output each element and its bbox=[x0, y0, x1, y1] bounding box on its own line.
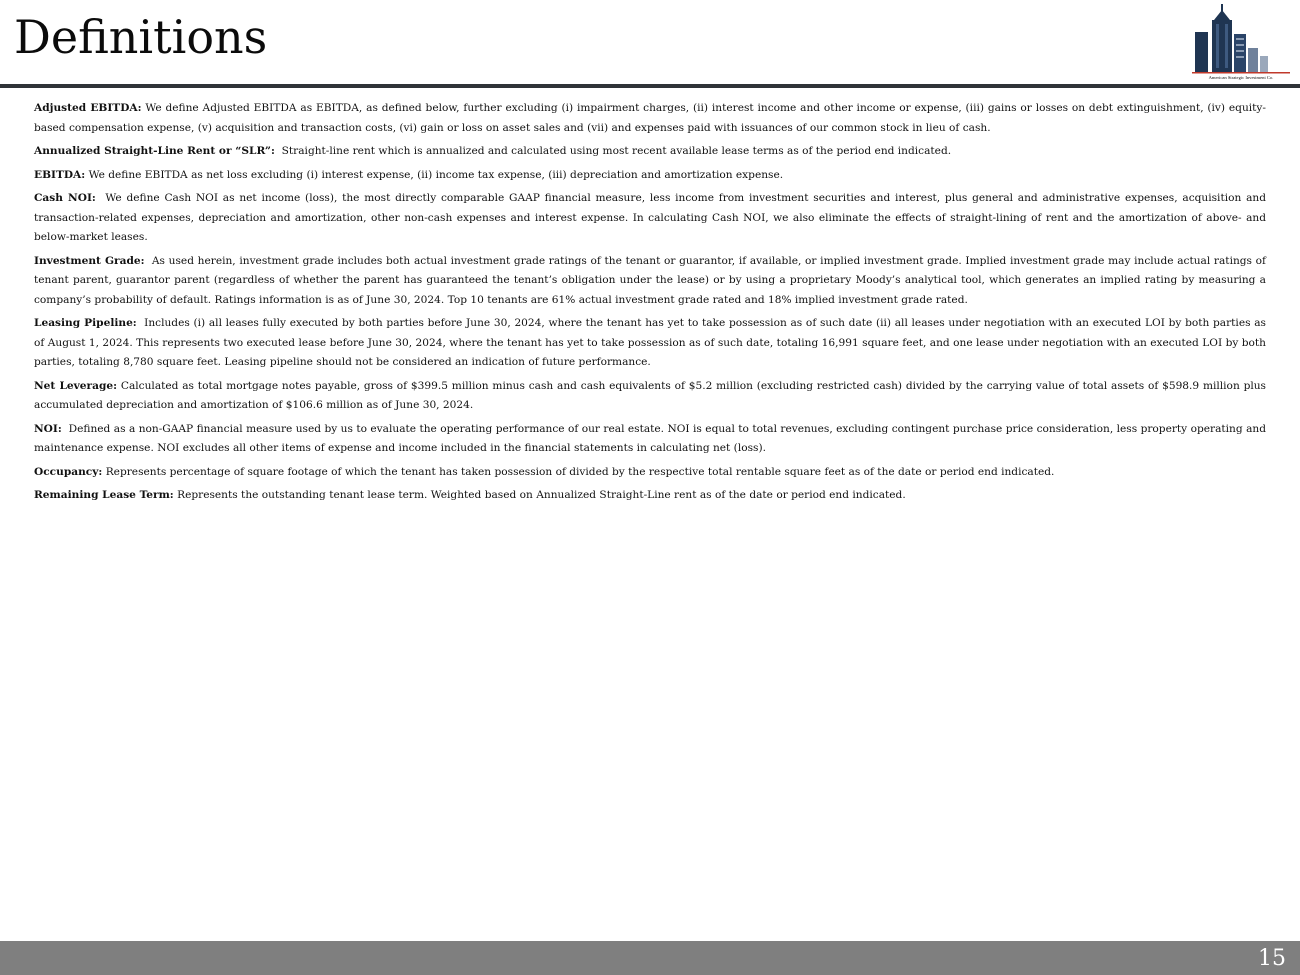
definition-text: Defined as a non-GAAP financial measure used by us to evaluate the operating performance of our real estate. NOI is equal to total revenues, excluding contingent purchase price consideration, less property operating and maintenance expense. NOI excludes all other items of expense and income included in the financial statements in calculating net (loss). bbox=[34, 422, 1266, 454]
definition-text: As used herein, investment grade includes both actual investment grade ratings of the tenant or guarantor, if available, or implied investment grade. Implied investment grade may include actual ratings of tenant parent, guarantor parent (regardless of whether the parent has guaranteed the tenant’s obligation under the lease) or by using a proprietary Moody’s analytical tool, which generates an implied rating by measuring a company’s probability of default. Ratings information is as of June 30, 2024. Top 10 tenants are 61% actual investment grade rated and 18% implied investment grade rated. bbox=[34, 254, 1266, 306]
logo-caption: American Strategic Investment Co. bbox=[1208, 75, 1274, 80]
page-title: Definitions bbox=[14, 10, 268, 64]
definition-item bbox=[34, 463, 1266, 483]
definition-text: Represents percentage of square footage of which the tenant has taken possession of divided by the respective total rentable square feet as of the date or period end indicated. bbox=[105, 465, 1055, 478]
definitions-list bbox=[34, 99, 1266, 510]
definition-text: Calculated as total mortgage notes payable, gross of $399.5 million minus cash and cash equivalents of $5.2 million (excluding restricted cash) divided by the carrying value of total assets of $598.9 million plus accumulated depreciation and amortization of $106.6 million as of June 30, 2024. bbox=[34, 379, 1266, 411]
page-number: 15 bbox=[1258, 946, 1286, 971]
definition-item bbox=[34, 142, 1266, 162]
definition-text: We define Adjusted EBITDA as EBITDA, as defined below, further excluding (i) impairment charges, (ii) interest income and other income or expense, (iii) gains or losses on debt extinguishment, (iv) equity-based compensation expense, (v) acquisition and transaction costs, (vi) gain or loss on asset sales and (vii) and expenses paid with issuances of our common stock in lieu of cash. bbox=[34, 102, 1266, 134]
definition-text: Straight-line rent which is annualized and calculated using most recent available lease terms as of the period end indicated. bbox=[281, 145, 952, 157]
company-logo bbox=[1192, 4, 1290, 82]
definition-term: Annualized Straight-Line Rent or “SLR”: bbox=[34, 145, 275, 157]
definition-term: NOI: bbox=[34, 422, 62, 435]
definition-item bbox=[34, 99, 1266, 138]
definition-item bbox=[34, 189, 1266, 248]
definition-item bbox=[34, 252, 1266, 311]
definition-term: Investment Grade: bbox=[34, 254, 145, 267]
definition-term: Remaining Lease Term: bbox=[34, 489, 174, 501]
definition-term: Cash NOI: bbox=[34, 192, 96, 204]
definition-item bbox=[34, 420, 1266, 459]
definition-item bbox=[34, 486, 1266, 506]
definition-term: Adjusted EBITDA: bbox=[34, 102, 142, 114]
definition-item bbox=[34, 377, 1266, 416]
definition-term: Net Leverage: bbox=[34, 379, 118, 392]
definition-term: EBITDA: bbox=[34, 168, 86, 181]
definition-text: We define Cash NOI as net income (loss), the most directly comparable GAAP financial measure, less income from investment securities and interest, plus general and administrative expenses, acquisition and transaction-related expenses, depreciation and amortization, other non-cash expenses and interest expense. In calculating Cash NOI, we also eliminate the effects of straight-lining of rent and the amortization of above- and below-market leases. bbox=[34, 192, 1266, 243]
header-divider bbox=[0, 84, 1300, 88]
definition-text: We define EBITDA as net loss excluding (i) interest expense, (ii) income tax expense, (iii) depreciation and amortization expense. bbox=[88, 168, 784, 181]
footer-bar bbox=[0, 941, 1300, 975]
definition-text: Represents the outstanding tenant lease term. Weighted based on Annualized Straight-Line rent as of the date or period end indicated. bbox=[177, 489, 906, 501]
definition-term: Occupancy: bbox=[34, 465, 103, 478]
definition-term: Leasing Pipeline: bbox=[34, 317, 137, 329]
definition-item bbox=[34, 314, 1266, 373]
definition-item bbox=[34, 166, 1266, 186]
definition-text: Includes (i) all leases fully executed by both parties before June 30, 2024, where the tenant has yet to take possession as of such date (ii) all leases under negotiation with an executed LOI by both parties as of August 1, 2024. This represents two executed lease before June 30, 2024, where the tenant has yet to take possession as of such date, totaling 16,991 square feet, and one lease under negotiation with an executed LOI by both parties, totaling 8,780 square feet. Leasing pipeline should not be considered an indication of future performance. bbox=[34, 317, 1266, 368]
city-skyline-icon bbox=[1192, 4, 1290, 74]
